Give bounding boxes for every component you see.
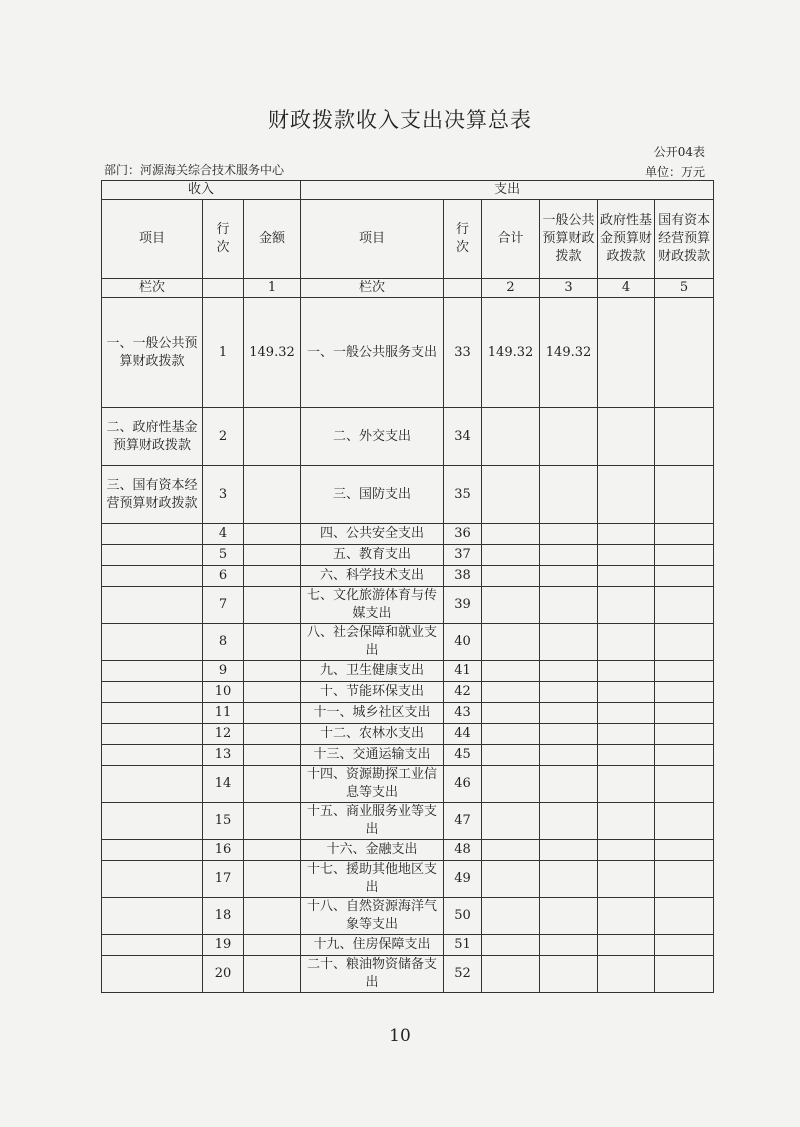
total-cell: [482, 545, 540, 566]
col-label: 栏次: [102, 279, 203, 298]
gov-fund-cell: [598, 745, 655, 766]
income-row-no-cell: 10: [203, 682, 244, 703]
expense-row-no-cell: 49: [444, 861, 482, 898]
column-header-row: [102, 200, 714, 279]
col-blank: [203, 279, 244, 298]
income-row-no-cell: 7: [203, 587, 244, 624]
income-amount-cell: [244, 566, 301, 587]
table-row: [102, 956, 714, 993]
total-cell: [482, 840, 540, 861]
gov-fund-cell: [598, 624, 655, 661]
income-row-no-cell: 6: [203, 566, 244, 587]
state-capital-cell: [655, 803, 714, 840]
table-row: [102, 466, 714, 524]
expense-item-cell: 十九、住房保障支出: [301, 935, 444, 956]
gov-fund-header: 政府性基金预算财政拨款: [598, 200, 655, 279]
table-row: [102, 566, 714, 587]
income-item-cell: [102, 745, 203, 766]
gov-fund-cell: [598, 703, 655, 724]
state-capital-cell: [655, 956, 714, 993]
income-row-no-cell: 9: [203, 661, 244, 682]
table-body: [102, 298, 714, 993]
state-capital-cell: [655, 703, 714, 724]
total-cell: [482, 745, 540, 766]
expense-item-cell: 二十、粮油物资储备支出: [301, 956, 444, 993]
gov-fund-cell: [598, 408, 655, 466]
income-amount-cell: [244, 803, 301, 840]
income-row-no-cell: 20: [203, 956, 244, 993]
general-budget-cell: [540, 587, 598, 624]
state-capital-cell: [655, 745, 714, 766]
col-5: 5: [655, 279, 714, 298]
income-item-cell: [102, 766, 203, 803]
expense-row-no-cell: 35: [444, 466, 482, 524]
income-item-cell: [102, 587, 203, 624]
income-row-no-cell: 3: [203, 466, 244, 524]
expense-item-cell: 十五、商业服务业等支出: [301, 803, 444, 840]
income-amount-cell: [244, 545, 301, 566]
expense-item-cell: 二、外交支出: [301, 408, 444, 466]
expense-item-cell: 十三、交通运输支出: [301, 745, 444, 766]
table-row: [102, 408, 714, 466]
income-amount-cell: [244, 840, 301, 861]
state-capital-cell: [655, 840, 714, 861]
income-amount-cell: [244, 703, 301, 724]
unit-label: 单位：万元: [644, 165, 705, 179]
income-amount-cell: [244, 524, 301, 545]
general-budget-cell: [540, 803, 598, 840]
state-capital-cell: [655, 766, 714, 803]
expense-item-cell: 六、科学技术支出: [301, 566, 444, 587]
table-row: [102, 898, 714, 935]
income-amount-header: 金额: [244, 200, 301, 279]
income-item-cell: [102, 724, 203, 745]
income-row-no-cell: 17: [203, 861, 244, 898]
gov-fund-cell: [598, 724, 655, 745]
total-cell: [482, 956, 540, 993]
income-amount-cell: [244, 682, 301, 703]
income-header: 收入: [102, 181, 301, 200]
table-row: [102, 861, 714, 898]
col-2: 2: [482, 279, 540, 298]
general-budget-cell: [540, 682, 598, 703]
gov-fund-cell: [598, 956, 655, 993]
income-row-no-cell: 1: [203, 298, 244, 408]
state-capital-cell: [655, 545, 714, 566]
expense-row-no-cell: 51: [444, 935, 482, 956]
gov-fund-cell: [598, 524, 655, 545]
gov-fund-cell: [598, 545, 655, 566]
expense-item-cell: 十七、援助其他地区支出: [301, 861, 444, 898]
total-cell: [482, 682, 540, 703]
report-title: 财政拨款收入支出决算总表: [268, 108, 532, 132]
income-amount-cell: [244, 587, 301, 624]
state-capital-cell: [655, 408, 714, 466]
state-capital-cell: [655, 935, 714, 956]
total-cell: 149.32: [482, 298, 540, 408]
gov-fund-cell: [598, 466, 655, 524]
expense-item-header: 项目: [301, 200, 444, 279]
income-row-no-cell: 12: [203, 724, 244, 745]
income-amount-cell: [244, 861, 301, 898]
state-capital-header: 国有资本经营预算财政拨款: [655, 200, 714, 279]
income-item-cell: 三、国有资本经营预算财政拨款: [102, 466, 203, 524]
state-capital-cell: [655, 624, 714, 661]
expense-row-no-cell: 46: [444, 766, 482, 803]
gov-fund-cell: [598, 766, 655, 803]
expense-row-no-cell: 37: [444, 545, 482, 566]
income-row-no-cell: 13: [203, 745, 244, 766]
gov-fund-cell: [598, 587, 655, 624]
income-row-no-cell: 16: [203, 840, 244, 861]
income-amount-cell: [244, 624, 301, 661]
total-cell: [482, 766, 540, 803]
expense-item-cell: 十二、农林水支出: [301, 724, 444, 745]
total-cell: [482, 661, 540, 682]
expense-item-cell: 四、公共安全支出: [301, 524, 444, 545]
department-label: 部门：河源海关综合技术服务中心: [104, 163, 285, 177]
general-budget-cell: [540, 566, 598, 587]
expense-row-no-cell: 36: [444, 524, 482, 545]
income-amount-cell: 149.32: [244, 298, 301, 408]
expense-row-no-cell: 43: [444, 703, 482, 724]
col-3: 3: [540, 279, 598, 298]
expense-item-cell: 九、卫生健康支出: [301, 661, 444, 682]
general-budget-header: 一般公共预算财政拨款: [540, 200, 598, 279]
table-row: [102, 624, 714, 661]
general-budget-cell: [540, 935, 598, 956]
expense-row-no-cell: 47: [444, 803, 482, 840]
table-row: [102, 298, 714, 408]
income-amount-cell: [244, 935, 301, 956]
general-budget-cell: [540, 661, 598, 682]
table-row: [102, 935, 714, 956]
general-budget-cell: [540, 703, 598, 724]
state-capital-cell: [655, 524, 714, 545]
total-cell: [482, 587, 540, 624]
state-capital-cell: [655, 466, 714, 524]
income-row-no-cell: 19: [203, 935, 244, 956]
col-1: 1: [244, 279, 301, 298]
income-amount-cell: [244, 724, 301, 745]
income-amount-cell: [244, 466, 301, 524]
general-budget-cell: [540, 524, 598, 545]
general-budget-cell: [540, 408, 598, 466]
table-row: [102, 587, 714, 624]
income-item-cell: 二、政府性基金预算财政拨款: [102, 408, 203, 466]
income-item-cell: [102, 840, 203, 861]
table-row: [102, 524, 714, 545]
expense-row-no-cell: 48: [444, 840, 482, 861]
income-row-no-cell: 18: [203, 898, 244, 935]
col-4: 4: [598, 279, 655, 298]
table-row: [102, 840, 714, 861]
income-item-cell: [102, 898, 203, 935]
general-budget-cell: [540, 745, 598, 766]
general-budget-cell: [540, 466, 598, 524]
form-number: 公开04表: [653, 145, 705, 159]
income-item-cell: [102, 624, 203, 661]
table-row: [102, 803, 714, 840]
income-row-no-header: 行次: [203, 200, 244, 279]
general-budget-cell: [540, 861, 598, 898]
state-capital-cell: [655, 298, 714, 408]
total-cell: [482, 803, 540, 840]
income-amount-cell: [244, 408, 301, 466]
gov-fund-cell: [598, 803, 655, 840]
general-budget-cell: [540, 766, 598, 803]
expense-item-cell: 五、教育支出: [301, 545, 444, 566]
income-row-no-cell: 15: [203, 803, 244, 840]
expense-row-no-cell: 41: [444, 661, 482, 682]
state-capital-cell: [655, 566, 714, 587]
gov-fund-cell: [598, 861, 655, 898]
income-item-cell: [102, 861, 203, 898]
table-row: [102, 766, 714, 803]
col-label-2: 栏次: [301, 279, 444, 298]
table-row: [102, 703, 714, 724]
total-header: 合计: [482, 200, 540, 279]
table-row: [102, 682, 714, 703]
income-item-cell: [102, 803, 203, 840]
gov-fund-cell: [598, 566, 655, 587]
state-capital-cell: [655, 587, 714, 624]
income-row-no-cell: 4: [203, 524, 244, 545]
income-amount-cell: [244, 745, 301, 766]
total-cell: [482, 466, 540, 524]
group-header-row: [102, 181, 714, 200]
general-budget-cell: [540, 624, 598, 661]
income-item-header: 项目: [102, 200, 203, 279]
income-row-no-cell: 11: [203, 703, 244, 724]
expense-item-cell: 七、文化旅游体育与传媒支出: [301, 587, 444, 624]
income-item-cell: [102, 935, 203, 956]
income-item-cell: [102, 545, 203, 566]
income-item-cell: [102, 703, 203, 724]
total-cell: [482, 624, 540, 661]
income-item-cell: 一、一般公共预算财政拨款: [102, 298, 203, 408]
income-row-no-cell: 2: [203, 408, 244, 466]
total-cell: [482, 935, 540, 956]
state-capital-cell: [655, 861, 714, 898]
gov-fund-cell: [598, 682, 655, 703]
state-capital-cell: [655, 682, 714, 703]
total-cell: [482, 566, 540, 587]
expense-row-no-cell: 39: [444, 587, 482, 624]
income-amount-cell: [244, 766, 301, 803]
expense-row-no-cell: 40: [444, 624, 482, 661]
expense-row-no-cell: 50: [444, 898, 482, 935]
income-row-no-cell: 5: [203, 545, 244, 566]
state-capital-cell: [655, 724, 714, 745]
income-amount-cell: [244, 661, 301, 682]
income-item-cell: [102, 524, 203, 545]
expense-row-no-cell: 34: [444, 408, 482, 466]
income-item-cell: [102, 682, 203, 703]
income-amount-cell: [244, 956, 301, 993]
expense-row-no-cell: 52: [444, 956, 482, 993]
gov-fund-cell: [598, 898, 655, 935]
expense-item-cell: 十八、自然资源海洋气象等支出: [301, 898, 444, 935]
income-amount-cell: [244, 898, 301, 935]
expense-item-cell: 三、国防支出: [301, 466, 444, 524]
expense-row-no-cell: 42: [444, 682, 482, 703]
expense-item-cell: 十、节能环保支出: [301, 682, 444, 703]
expense-row-no-cell: 44: [444, 724, 482, 745]
total-cell: [482, 408, 540, 466]
table-row: [102, 745, 714, 766]
total-cell: [482, 898, 540, 935]
total-cell: [482, 703, 540, 724]
expense-row-no-header: 行次: [444, 200, 482, 279]
total-cell: [482, 724, 540, 745]
expense-item-cell: 十一、城乡社区支出: [301, 703, 444, 724]
general-budget-cell: [540, 898, 598, 935]
table-row: [102, 545, 714, 566]
table-row: [102, 724, 714, 745]
income-item-cell: [102, 566, 203, 587]
expense-header: 支出: [301, 181, 714, 200]
income-item-cell: [102, 956, 203, 993]
general-budget-cell: 149.32: [540, 298, 598, 408]
expense-row-no-cell: 45: [444, 745, 482, 766]
general-budget-cell: [540, 724, 598, 745]
income-row-no-cell: 8: [203, 624, 244, 661]
col-blank-2: [444, 279, 482, 298]
expense-item-cell: 十四、资源勘探工业信息等支出: [301, 766, 444, 803]
gov-fund-cell: [598, 840, 655, 861]
table-row: [102, 661, 714, 682]
general-budget-cell: [540, 956, 598, 993]
general-budget-cell: [540, 840, 598, 861]
page-number: 10: [389, 1026, 411, 1046]
state-capital-cell: [655, 898, 714, 935]
total-cell: [482, 524, 540, 545]
gov-fund-cell: [598, 661, 655, 682]
expense-row-no-cell: 38: [444, 566, 482, 587]
gov-fund-cell: [598, 935, 655, 956]
expense-item-cell: 一、一般公共服务支出: [301, 298, 444, 408]
gov-fund-cell: [598, 298, 655, 408]
expense-item-cell: 十六、金融支出: [301, 840, 444, 861]
income-row-no-cell: 14: [203, 766, 244, 803]
general-budget-cell: [540, 545, 598, 566]
income-item-cell: [102, 661, 203, 682]
state-capital-cell: [655, 661, 714, 682]
budget-table: [101, 180, 714, 993]
total-cell: [482, 861, 540, 898]
column-number-row: [102, 279, 714, 298]
expense-row-no-cell: 33: [444, 298, 482, 408]
expense-item-cell: 八、社会保障和就业支出: [301, 624, 444, 661]
